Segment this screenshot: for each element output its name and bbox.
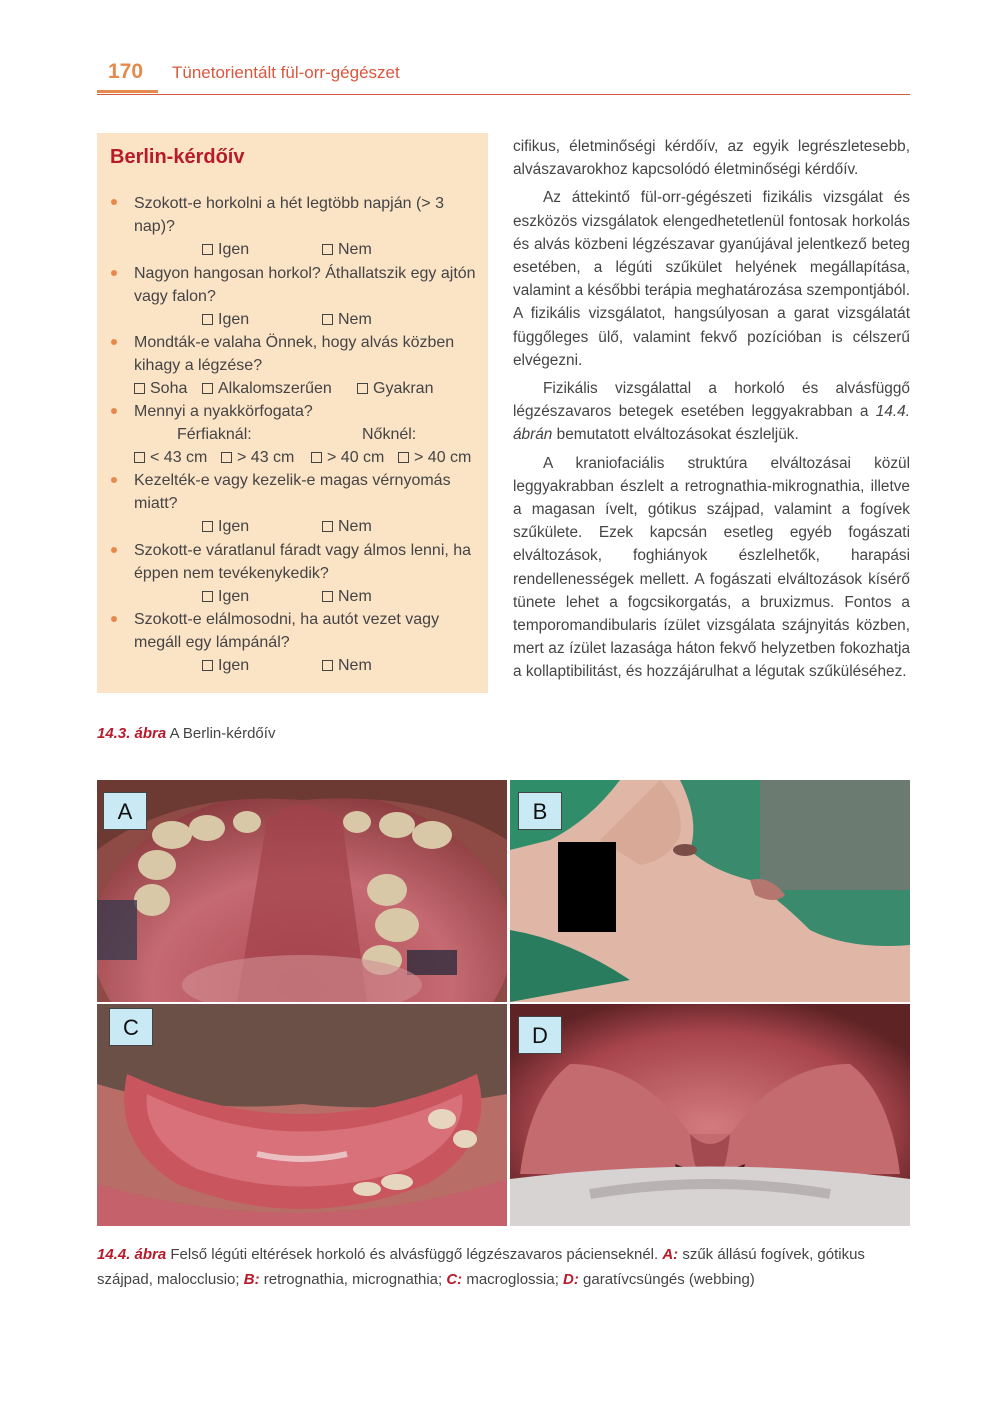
option-igen[interactable]: Igen [202,308,249,331]
option-soha[interactable]: Soha [134,377,187,400]
bullet-icon [111,616,117,622]
redaction-bar [558,842,616,932]
paragraph-3: Fizikális vizsgálattal a horkoló és alvásfüggő légzészavaros betegek esetében leggyakrabban a 14.4. ábrán bemutatott elváltozásokat észleljük. [513,380,910,444]
panel-label-b: B [518,792,562,830]
photo-d-pharynx [510,1004,910,1226]
paragraph-4: A kraniofaciális struktúra elváltozásai közül leggyakrabban észlelt a retrognathia-mikrognathia, illetve a magasan ívelt, gótikus szájpad, valamint a fogívek szűkülete. Ezek kapcsán esetleg egyéb fogászati elváltozások, foghiányok észlelhetők, harapási rendellenességek mellett. A fogászati elváltozások kísérő tünete lehet a fogcsikorgatás, a bruxizmus. Fontos a temporomandibularis ízület vizsgálata szájnyitás közben, mert az ízület lazasága háton fekvő helyzetben fokozhatja a kollaptibilitást, és hozzájárulhat a légutak szűküléséhez. [513,454,910,681]
question-1: Szokott-e horkolni a hét legtöbb napján (> 3 nap)? [134,195,444,235]
option-nem[interactable]: Nem [322,585,372,608]
bullet-icon [111,339,117,345]
checkbox-square-icon [322,244,333,255]
option-nem[interactable]: Nem [322,308,372,331]
option-igen[interactable]: Igen [202,238,249,261]
paragraph-2: Az áttekintő fül-orr-gégészeti fizikális vizsgálat és eszközös vizsgálatok elengedhetetlenül fontosak horkolás és alvás közbeni légzészavar gyanújával jelentkező beteg esetében, a légúti szűkület helyének megállapítása, valamint a későbbi terápia meghatározása szempontjából. A fizikális vizsgálatot, hangsúlyosan a garat vizsgálatát függőleges ülő, valamint fekvő pozícióban is célszerű elvégezni. [513,189,910,369]
checkbox-square-icon [311,452,322,463]
question-5: Kezelték-e vagy kezelik-e magas vérnyomás miatt? [134,472,451,512]
bullet-icon [111,408,117,414]
option-alkalomszeruen[interactable]: Alkalomszerűen [202,377,332,400]
question-2: Nagyon hangosan horkol? Áthallatszik egy ajtón vagy falon? [134,265,476,305]
checkbox-square-icon [202,591,213,602]
page-number-underline [97,90,158,93]
bullet-icon [111,477,117,483]
checkbox-square-icon [134,383,145,394]
checkbox-square-icon [357,383,368,394]
checkbox-square-icon [322,521,333,532]
panel-label-a: A [103,792,147,830]
checkbox-square-icon [221,452,232,463]
checkbox-square-icon [322,591,333,602]
figure-143-caption: 14.3. ábra A Berlin-kérdőív [97,725,276,742]
header-rule [97,94,910,95]
option-igen[interactable]: Igen [202,654,249,677]
bullet-icon [111,270,117,276]
body-text [513,135,910,684]
question-3: Mondták-e valaha Önnek, hogy alvás közben kihagy a légzése? [134,334,455,374]
option-igen[interactable]: Igen [202,515,249,538]
checkbox-square-icon [202,521,213,532]
bullet-icon [111,547,117,553]
option-neck-3[interactable]: > 40 cm [311,446,384,469]
checkbox-square-icon [202,314,213,325]
checkbox-square-icon [202,244,213,255]
option-igen[interactable]: Igen [202,585,249,608]
option-neck-4[interactable]: > 40 cm [398,446,471,469]
question-7: Szokott-e elálmosodni, ha autót vezet vagy megáll egy lámpánál? [134,611,440,651]
panel-label-c: C [109,1008,153,1046]
question-4: Mennyi a nyakkörfogata? [134,403,313,420]
panel-label-d: D [518,1016,562,1054]
group-noknel: Nőknél: [362,426,417,443]
checkbox-square-icon [398,452,409,463]
paragraph-1: cifikus, életminőségi kérdőív, az egyik legrészletesebb, alvászavarokhoz kapcsolódó életminőségi kérdőív. [513,138,910,179]
checkbox-square-icon [202,660,213,671]
question-6: Szokott-e váratlanul fáradt vagy álmos lenni, ha éppen nem tevékenykedik? [134,542,472,582]
checkbox-square-icon [202,383,213,394]
photo-a-palate [97,780,507,1002]
running-title: Tünetorientált fül-orr-gégészet [172,63,400,82]
option-nem[interactable]: Nem [322,515,372,538]
group-ferfiaknal: Férfiaknál: [177,426,252,443]
bullet-icon [111,199,117,205]
option-nem[interactable]: Nem [322,238,372,261]
option-neck-2[interactable]: > 43 cm [221,446,294,469]
option-nem[interactable]: Nem [322,654,372,677]
option-gyakran[interactable]: Gyakran [357,377,433,400]
photo-c-tongue [97,1004,507,1226]
checkbox-square-icon [322,660,333,671]
photo-b-profile [510,780,910,1002]
checkbox-square-icon [134,452,145,463]
questionnaire-title: Berlin-kérdőív [110,146,245,168]
page-number: 170 [108,60,144,83]
figure-144-caption: 14.4. ábra Felső légúti eltérések horkoló és alvásfüggő légzészavaros pácienseknél. A: szűk állású fogívek, gótikus szájpad, malocclusio; B: retrognathia, micrognathia; C: macroglossia; D: garatívcsüngés (webbing) [97,1246,865,1288]
checkbox-square-icon [322,314,333,325]
option-neck-1[interactable]: < 43 cm [134,446,207,469]
